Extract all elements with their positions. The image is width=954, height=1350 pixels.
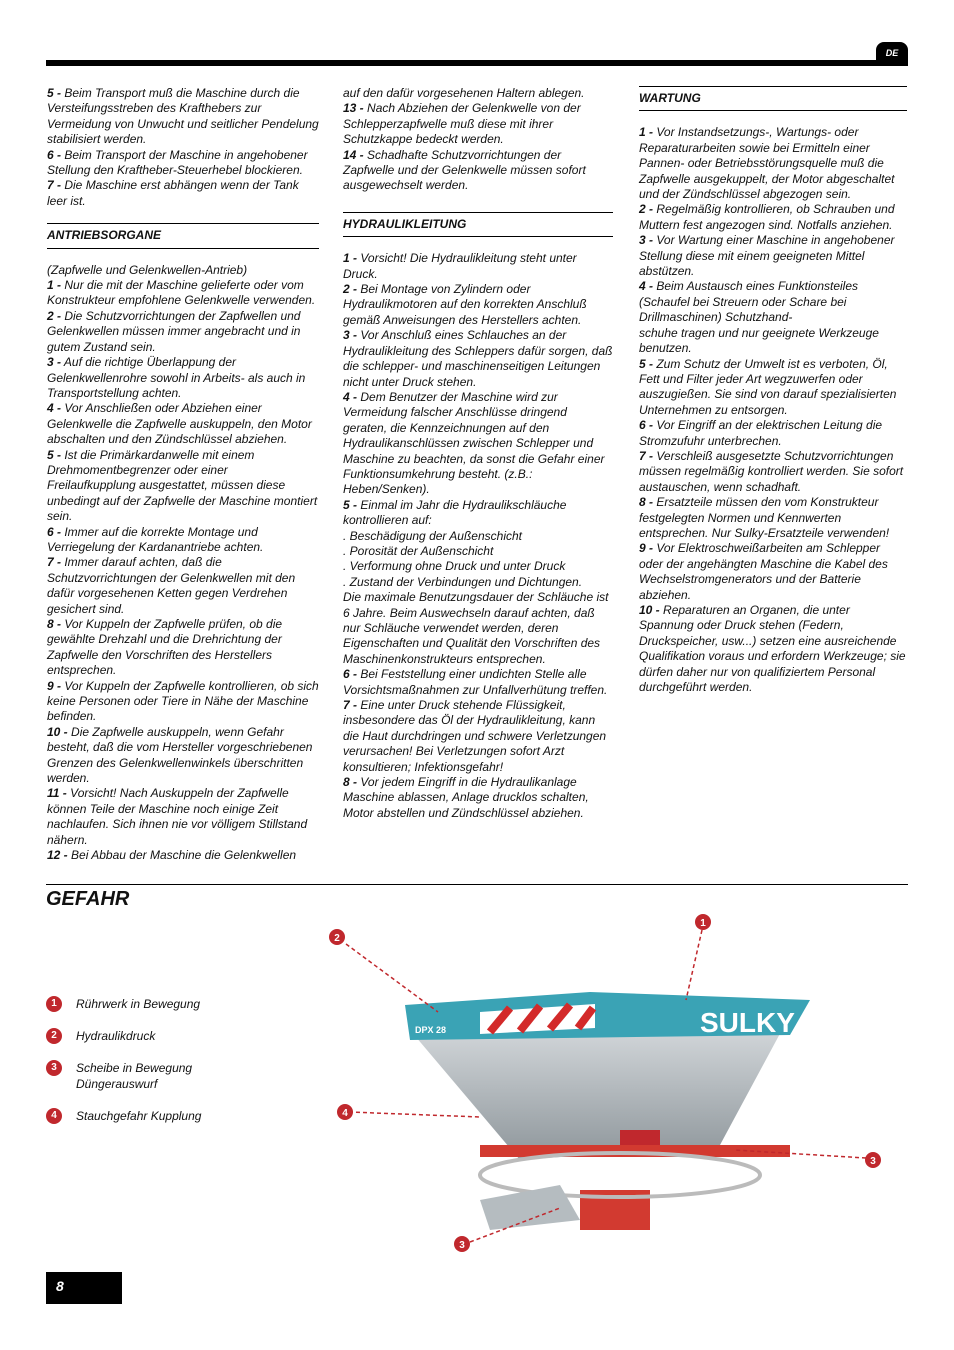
col1-paragraphs bbox=[47, 86, 319, 209]
paragraph: 13 - Nach Abziehen der Gelenkwelle von der Schlepperzapfwelle muß diese mit ihrer Schutzkappe bedeckt werden. bbox=[343, 101, 581, 147]
marker-icon: 1 bbox=[46, 996, 62, 1012]
paragraph: 6 - Beim Transport der Maschine in angehobener Stellung den Kraftheber-Steuerhebel blockieren. bbox=[47, 147, 308, 178]
paragraph: 1 - Vorsicht! Die Hydraulikleitung steht unter Druck. bbox=[343, 251, 577, 281]
paragraph: 8 - Vor jedem Eingriff in die Hydraulikanlage Maschine ablassen, Anlage drucklos schalten, Motor abstellen und Zündschlüssel abziehen. bbox=[343, 775, 589, 820]
paragraph: 9 - Vor Elektroschweißarbeiten am Schlepper oder der angehängten Maschine die Kabel des Wechselstromgenerators und der Batterie abziehen. bbox=[639, 541, 888, 602]
hitch bbox=[480, 1185, 580, 1230]
paragraph: 7 - Immer darauf achten, daß die Schutzvorrichtungen der Gelenkwellen mit den dafür vorgesehenen Ketten gegen Verdrehen gesichert sind. bbox=[47, 555, 296, 616]
paragraph: 12 - Bei Abbau der Maschine die Gelenkwellen bbox=[47, 848, 297, 863]
paragraph: 3 - Vor Anschluß eines Schlauches an der Hydraulikleitung des Schleppers dafür sorgen, daß die schlepper- und maschinenseitigen Leitungen nicht unter Druck stehen. bbox=[343, 328, 613, 389]
paragraph: . Verformung ohne Druck und unter Druck bbox=[343, 559, 566, 574]
col2b-paragraphs bbox=[343, 251, 613, 821]
marker-1: 1 bbox=[700, 918, 706, 929]
danger-legend bbox=[46, 996, 201, 1140]
paragraph: 6 - Bei Feststellung einer undichten Stelle alle Vorsichtsmaßnahmen zur Unfallverhütung treffen. bbox=[343, 667, 608, 697]
col2-paragraphs bbox=[343, 86, 613, 194]
marker-2: 2 bbox=[334, 933, 340, 944]
divider bbox=[46, 884, 908, 885]
marker-icon: 3 bbox=[46, 1060, 62, 1076]
legend-item bbox=[46, 1060, 201, 1092]
paragraph: 8 - Ersatzteile müssen den vom Konstrukteur festgelegten Normen und Kennwerten entsprechen. Nur Sulky-Ersatzteile verwenden! bbox=[639, 495, 890, 540]
paragraph: 6 - Immer auf die korrekte Montage und Verriegelung der Kardanantriebe achten. bbox=[47, 524, 264, 554]
paragraph: 11 - Vorsicht! Nach Auskuppeln der Zapfwelle können Teile der Maschine noch einige Zeit nachlaufen. Sich ihnen nie vor völligem Stillstand nähern. bbox=[47, 786, 308, 847]
paragraph: 9 - Vor Kuppeln der Zapfwelle kontrollieren, ob sich keine Personen oder Tiere in Nähe der Maschine befinden. bbox=[47, 678, 319, 724]
paragraph: 7 - Die Maschine erst abhängen wenn der Tank leer ist. bbox=[47, 178, 299, 208]
paragraph: 1 - Nur die mit der Maschine gelieferte oder vom Konstrukteur empfohlene Gelenkwelle verwenden. bbox=[47, 278, 316, 308]
marker-4: 4 bbox=[342, 1108, 348, 1119]
legend-item bbox=[46, 1028, 201, 1044]
paragraph: 1 - Vor Instandsetzungs-, Wartungs- oder Reparaturarbeiten sowie bei Ermitteln einer Pannen- oder Betriebsstörungsquelle muß die Zapfwelle ausgekuppelt, der Motor abgeschaltet und der Zündschlüssel abgezogen sein. bbox=[639, 125, 895, 202]
section-wartung: WARTUNG bbox=[639, 86, 907, 111]
paragraph: 2 - Bei Montage von Zylindern oder Hydraulikmotoren auf den korrekten Anschluß gemäß Anweisungen des Herstellers achten. bbox=[343, 282, 587, 327]
section-hydraulikleitung: HYDRAULIKLEITUNG bbox=[343, 212, 613, 237]
header-rule bbox=[46, 60, 908, 66]
legend-label: Scheibe in Bewegung Düngerauswurf bbox=[76, 1061, 193, 1091]
paragraph: 8 - Vor Kuppeln der Zapfwelle prüfen, ob die gewählte Drehzahl und die Drehrichtung der Zapfwelle den Vorschriften des Herstellers entsprechen. bbox=[47, 617, 283, 678]
marker-3a: 3 bbox=[870, 1156, 876, 1167]
paragraph: 10 - Reparaturen an Organen, die unter Spannung oder Druck stehen (Federn, Druckspeicher, usw...) setzen eine ausreichende Qualifikation voraus und erfordern Werkzeuge; sie dürfen daher nur von qualifiziertem Personal durchgeführt werden. bbox=[639, 603, 906, 695]
paragraph: . Beschädigung der Außenschicht bbox=[343, 528, 522, 543]
paragraph: . Porosität der Außenschicht bbox=[343, 543, 494, 558]
paragraph: 3 - Vor Wartung einer Maschine in angehobener Stellung diese mit einem geeigneten Mittel abstützen. bbox=[639, 233, 895, 279]
legend-label: Hydraulikdruck bbox=[76, 1029, 156, 1043]
paragraph: . Zustand der Verbindungen und Dichtungen. bbox=[343, 574, 583, 589]
paragraph: schuhe tragen und nur geeignete Werkzeuge benutzen. bbox=[639, 325, 879, 356]
paragraph: 5 - Einmal im Jahr die Hydraulikschläuche kontrollieren auf: bbox=[343, 497, 567, 528]
paragraph: 5 - Ist die Primärkardanwelle mit einem Drehmomentbegrenzer oder einer Freilaufkupplung ausgestattet, müssen diese unbedingt auf der Zapfwelle der Maschine montiert sein. bbox=[47, 447, 318, 524]
marker-icon: 2 bbox=[46, 1028, 62, 1044]
legend-item bbox=[46, 1108, 201, 1124]
legend-label: Rührwerk in Bewegung bbox=[76, 997, 201, 1011]
paragraph: Die maximale Benutzungsdauer der Schläuche ist 6 Jahre. Beim Auswechseln darauf achten, daß nur Schläuche verwendet werden, deren Eigenschaften und Qualität den Vorschriften des Maschinenkonstrukteurs entsprechen. bbox=[343, 590, 609, 666]
page-number: 8 bbox=[46, 1272, 122, 1304]
paragraph: 2 - Regelmäßig kontrollieren, ob Schrauben und Muttern fest angezogen sind. Notfalls anziehen. bbox=[639, 202, 895, 232]
paragraph: 7 - Verschleiß ausgesetzte Schutzvorrichtungen müssen regelmäßig kontrolliert werden. Sie sofort austauschen, wenn schadhaft. bbox=[639, 448, 904, 494]
column-3 bbox=[639, 86, 907, 695]
paragraph: auf den dafür vorgesehenen Haltern ablegen. bbox=[343, 86, 585, 100]
paragraph: 6 - Vor Eingriff an der elektrischen Leitung die Stromzufuhr unterbrechen. bbox=[639, 418, 883, 448]
paragraph: 5 - Zum Schutz der Umwelt ist es verboten, Öl, Fett und Filter jeder Art wegzuwerfen oder auszugießen. Sie sind von darauf spezialisierten Unternehmen zu entsorgen. bbox=[639, 356, 897, 417]
language-tab: DE bbox=[876, 42, 908, 64]
spreader-photo bbox=[320, 900, 920, 1270]
paragraph: 7 - Eine unter Druck stehende Flüssigkeit, insbesondere das Öl der Hydraulikleitung, kann die Haut durchdringen und schwere Verletzungen verursachen! Bei Verletzungen sofort Arzt konsultieren; Infektionsgefahr! bbox=[343, 698, 607, 774]
paragraph: 14 - Schadhafte Schutzvorrichtungen der Zapfwelle und der Gelenkwelle müssen sofort ausgewechselt werden. bbox=[343, 147, 586, 193]
brand-logo: SULKY bbox=[700, 1007, 795, 1038]
paragraph: 4 - Dem Benutzer der Maschine wird zur Vermeidung falscher Anschlüsse dringend geraten, die Kennzeichnungen auf den Hydraulikanschlüssen zwischen Schlepper und Maschine zu beachten, da sonst die Gefahr einer Funktionsumkehrung besteht. (z.B.: Heben/Senken). bbox=[343, 389, 605, 497]
paragraph: 3 - Auf die richtige Überlappung der Gelenkwellenrohre sowohl in Arbeits- als auch in Transportstellung achten. bbox=[47, 355, 306, 400]
marker-icon: 4 bbox=[46, 1108, 62, 1124]
legend-label: Stauchgefahr Kupplung bbox=[76, 1109, 202, 1123]
column-1 bbox=[47, 86, 319, 864]
paragraph: 5 - Beim Transport muß die Maschine durch die Versteifungsstreben des Krafthebers zur Vermeidung von Unwucht und seitlicher Pendelung stabilisiert werden. bbox=[47, 86, 319, 147]
section-antriebsorgane: ANTRIEBSORGANE bbox=[47, 223, 319, 248]
marker-3b: 3 bbox=[459, 1240, 465, 1251]
paragraph: 2 - Die Schutzvorrichtungen der Zapfwellen und Gelenkwellen müssen immer angebracht und in gutem Zustand sein. bbox=[47, 308, 301, 354]
danger-title: GEFAHR bbox=[46, 888, 130, 910]
paragraph: 4 - Vor Anschließen oder Abziehen einer Gelenkwelle die Zapfwelle auskuppeln, den Motor abschalten und den Zündschlüssel abziehen. bbox=[47, 401, 312, 447]
paragraph: 4 - Beim Austausch eines Funktionsteiles (Schaufel bei Streuern oder Schare bei Drillmaschinen) Schutzhand- bbox=[639, 279, 859, 325]
paragraph: 10 - Die Zapfwelle auskuppeln, wenn Gefahr besteht, daß die vom Hersteller vorgeschriebenen Grenzen des Gelenkwellenwinkels überschritten werden. bbox=[47, 724, 313, 786]
legend-item bbox=[46, 996, 201, 1012]
model-label: DPX 28 bbox=[415, 1025, 447, 1035]
col3-paragraphs bbox=[639, 125, 907, 695]
col1b-paragraphs bbox=[47, 263, 319, 864]
paragraph: (Zapfwelle und Gelenkwellen-Antrieb) bbox=[47, 262, 248, 277]
column-2 bbox=[343, 86, 613, 821]
